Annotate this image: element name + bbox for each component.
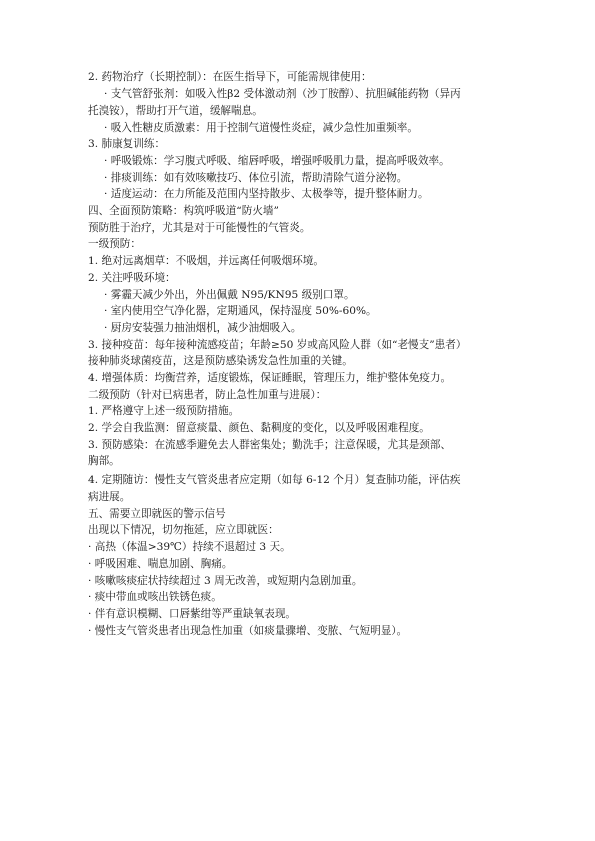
list-item: 1. 绝对远离烟草：不吸烟，并远离任何吸烟环境。: [88, 255, 324, 267]
sub-heading: 一级预防：: [88, 238, 141, 250]
list-item: · 痰中带血或咳出铁锈色痰。: [88, 591, 222, 603]
list-item: 接种肺炎球菌疫苗，这是预防感染诱发急性加重的关键。: [88, 355, 353, 367]
list-item: 3. 接种疫苗：每年接种流感疫苗；年龄≥50 岁或高风险人群（如“老慢支”患者）: [88, 339, 467, 351]
section-heading: 五、需要立即就医的警示信号: [88, 508, 226, 520]
list-item: · 支气管舒张剂：如吸入性β2 受体激动剂（沙丁胺醇）、抗胆碱能药物（异丙: [104, 88, 461, 100]
list-item: 3. 预防感染：在流感季避免去人群密集处；勤洗手；注意保暖，尤其是颈部、: [88, 439, 452, 451]
list-item: · 适度运动：在力所能及范围内坚持散步、太极拳等，提升整体耐力。: [104, 188, 429, 200]
list-item: · 伴有意识模糊、口唇紫绀等严重缺氧表现。: [88, 608, 297, 620]
list-item: 病进展。: [88, 491, 131, 503]
list-item: · 室内使用空气净化器，定期通风，保持湿度 50%-60%。: [104, 305, 377, 317]
paragraph: 出现以下情况，切勿拖延，应立即就医：: [88, 524, 279, 536]
section-heading: 四、全面预防策略：构筑呼吸道“防火墙”: [88, 205, 279, 217]
list-item: 1. 严格遵守上述一级预防措施。: [88, 405, 240, 417]
list-item: · 厨房安装强力抽油烟机，减少油烟吸入。: [104, 322, 302, 334]
paragraph: 预防胜于治疗，尤其是对于可能慢性的气管炎。: [88, 222, 311, 234]
list-item: · 呼吸锻炼：学习腹式呼吸、缩唇呼吸，增强呼吸肌力量，提高呼吸效率。: [104, 155, 450, 167]
list-item: 4. 定期随访：慢性支气管炎患者应定期（如每 6-12 个月）复查肺功能，评估疾: [88, 474, 461, 486]
list-item: 胸部。: [88, 455, 120, 467]
list-item: 3. 肺康复训练：: [88, 138, 166, 150]
list-item: · 高热（体温>39℃）持续不退超过 3 天。: [88, 541, 291, 553]
list-item: · 咳嗽咳痰症状持续超过 3 周无改善，或短期内急剧加重。: [88, 575, 363, 587]
list-item: 2. 学会自我监测：留意痰量、颜色、黏稠度的变化，以及呼吸困难程度。: [88, 422, 430, 434]
list-item: 托溴铵），帮助打开气道，缓解喘息。: [88, 105, 263, 117]
list-item: · 雾霾天减少外出，外出佩戴 N95/KN95 级别口罩。: [104, 289, 355, 301]
sub-heading: 二级预防（针对已病患者，防止急性加重与进展）：: [88, 389, 327, 401]
list-item: · 排痰训练：如有效咳嗽技巧、体位引流，帮助清除气道分泌物。: [104, 172, 408, 184]
list-item: · 呼吸困难、喘息加剧、胸痛。: [88, 558, 233, 570]
list-item: 4. 增强体质：均衡营养，适度锻炼，保证睡眠，管理压力，维护整体免疫力。: [88, 372, 452, 384]
list-item: 2. 关注呼吸环境：: [88, 272, 176, 284]
list-item: · 吸入性糖皮质激素：用于控制气道慢性炎症，减少急性加重频率。: [104, 122, 418, 134]
list-item: · 慢性支气管炎患者出现急性加重（如痰量骤增、变脓、气短明显）。: [88, 625, 408, 637]
list-item: 2. 药物治疗（长期控制）：在医生指导下，可能需规律使用：: [88, 71, 372, 83]
